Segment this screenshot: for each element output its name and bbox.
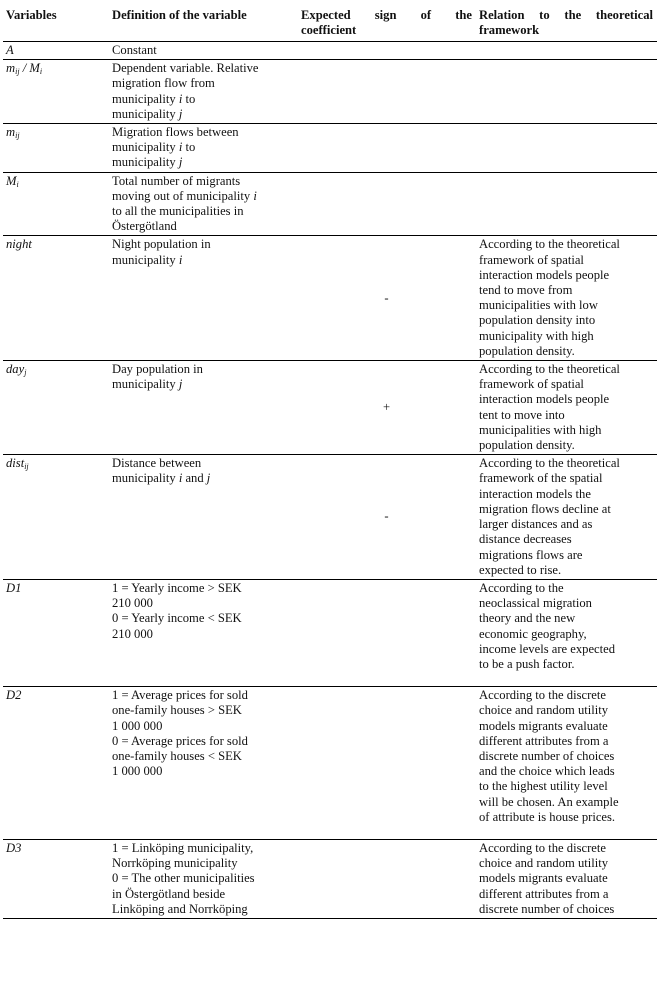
relation-cell: According to the theoretical framework of spatial interaction models people tend to move from municipalities with low population density into municipality with high population density. (476, 236, 657, 361)
sign-cell (298, 839, 476, 918)
variable-cell: $m_{ij}$ (3, 124, 109, 173)
table-row (3, 839, 657, 918)
header-relation-line1: Relation to the theoretical (479, 8, 653, 22)
definition-cell: Day population in municipality j (109, 361, 298, 455)
table-row (3, 60, 657, 124)
header-expected-sign (298, 8, 476, 42)
definition-cell: 1 = Yearly income > SEK 210 000 0 = Yearly income < SEK 210 000 (109, 579, 298, 686)
definition-cell: Night population in municipality i (109, 236, 298, 361)
sign-cell: - (298, 236, 476, 361)
sign-cell: - (298, 455, 476, 580)
sign-cell (298, 42, 476, 60)
sign-cell (298, 579, 476, 686)
table-row (3, 455, 657, 580)
variable-cell: D2 (3, 687, 109, 840)
header-definition: Definition of the variable (109, 8, 298, 42)
definition-cell: Total number of migrants moving out of municipality i to all the municipalities in Östergötland (109, 172, 298, 236)
relation-cell (476, 124, 657, 173)
relation-cell: According to the discrete choice and random utility models migrants evaluate different attributes from a discrete number of choices and the choice which leads to the highest utility level will be chosen. An example of attribute is house prices. (476, 687, 657, 840)
header-relation (476, 8, 657, 42)
table-row (3, 579, 657, 686)
variables-table (3, 8, 657, 919)
definition-cell: 1 = Linköping municipality, Norrköping municipality 0 = The other municipalities in Östergötland beside Linköping and Norrköping (109, 839, 298, 918)
sign-cell (298, 60, 476, 124)
sign-cell (298, 124, 476, 173)
table-row (3, 361, 657, 455)
table-row (3, 172, 657, 236)
variable-cell: $M_i$ (3, 172, 109, 236)
variable-cell: night (3, 236, 109, 361)
table-row (3, 42, 657, 60)
sign-cell (298, 687, 476, 840)
definition-cell: Distance between municipality i and j (109, 455, 298, 580)
definition-cell: 1 = Average prices for sold one-family houses > SEK 1 000 000 0 = Average prices for sold one-family houses < SEK 1 000 000 (109, 687, 298, 840)
relation-cell (476, 60, 657, 124)
relation-cell (476, 172, 657, 236)
relation-cell: According to the theoretical framework of the spatial interaction models the migration flows decline at larger distances and as distance decreases migrations flows are expected to rise. (476, 455, 657, 580)
sign-cell: + (298, 361, 476, 455)
definition-cell: Migration flows between municipality i to municipality j (109, 124, 298, 173)
variable-cell: D3 (3, 839, 109, 918)
header-expected-sign-line2: coefficient (301, 23, 357, 37)
variable-cell: day$_j$ (3, 361, 109, 455)
variable-cell: dist$_{ij}$ (3, 455, 109, 580)
table-row (3, 124, 657, 173)
sign-cell (298, 172, 476, 236)
relation-cell: According to the neoclassical migration theory and the new economic geography, income levels are expected to be a push factor. (476, 579, 657, 686)
table-header-row (3, 8, 657, 42)
relation-cell (476, 42, 657, 60)
variable-cell: $m_{ij} / M_i$ (3, 60, 109, 124)
header-relation-line2: framework (479, 23, 540, 37)
header-expected-sign-line1: Expected sign of the (301, 8, 472, 22)
definition-cell: Dependent variable. Relative migration flow from municipality i to municipality j (109, 60, 298, 124)
relation-cell: According to the theoretical framework of spatial interaction models people tent to move into municipalities with high population density. (476, 361, 657, 455)
header-variables: Variables (3, 8, 109, 42)
variable-cell: A (3, 42, 109, 60)
relation-cell: According to the discrete choice and random utility models migrants evaluate different attributes from a discrete number of choices (476, 839, 657, 918)
definition-cell: Constant (109, 42, 298, 60)
table-row (3, 687, 657, 840)
table-row (3, 236, 657, 361)
variable-cell: D1 (3, 579, 109, 686)
